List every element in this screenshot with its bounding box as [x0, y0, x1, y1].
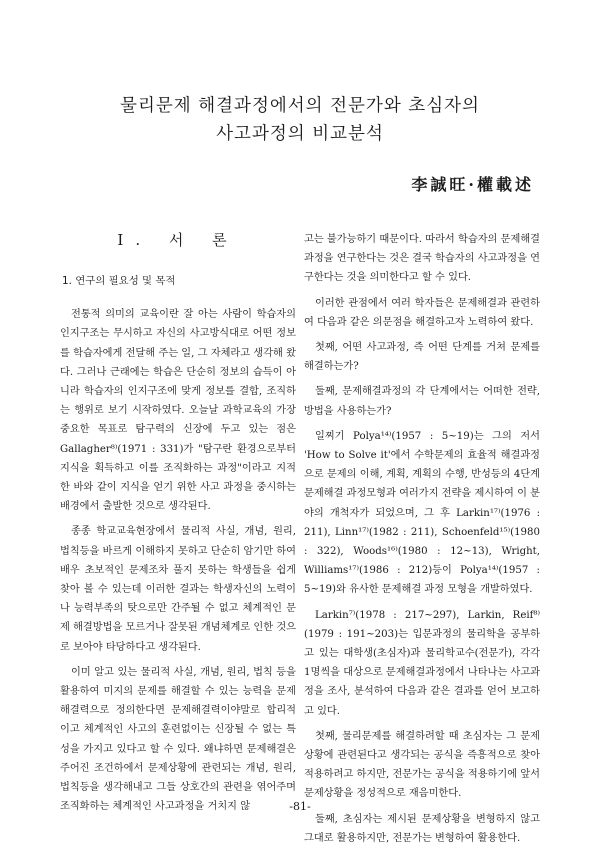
paragraph: 첫째, 물리문제를 해결하려할 때 초심자는 그 문제상황에 관련된다고 생각되는 공식을 즉흥적으로 찾아 적용하려고 하지만, 전문가는 공식을 적용하기에 앞서 문제상황을 정성적으로 재음미한다. — [304, 730, 540, 800]
paragraph: 일찌기 Polya¹⁴⁾(1957 : 5~19)는 그의 저서 'How to Solve it'에서 수학문제의 효율적 해결과정으로 문제의 이해, 계획, 계획의 수행, 반성등의 4단계 문제해결 과정모형과 여러가지 전략을 제시하여 이 분야의 개척자가 되었으며, 그 후 Larkin¹⁷⁾(1976 : 211), Linn¹⁷⁾(1982 : 211), Schoenfeld¹⁵⁾(1980 : 322), Woods¹⁶⁾(1980 : 12~13), Wright, Williams¹⁷⁾(1986 : 212)등이 Polya¹⁴⁾(1957 : 5~19)와 유사한 문제해결 과정 모형을 개발하였다. — [304, 430, 540, 596]
title-line-1: 물리문제 해결과정에서의 전문가와 초심자의 — [120, 96, 480, 116]
left-column — [60, 230, 296, 822]
authors: 李誠旺·權載述 — [411, 175, 534, 194]
paragraph: Larkin⁷⁾(1978 : 217~297), Larkin, Reif⁸⁾(1979 : 191~203)는 입문과정의 물리학을 공부하고 있는 대학생(초심자)과 물리학교수(전문가), 각각 1명씩을 대상으로 문제해결과정에서 나타나는 사고과정을 조사, 분석하여 다음과 같은 결과를 얻어 보고하고 있다. — [304, 609, 540, 717]
paragraph: 이러한 관점에서 여러 학자들은 문제해결과 관련하여 다음과 같은 의문점을 해결하고자 노력하여 왔다. — [304, 297, 540, 328]
paragraph: 둘째, 초심자는 제시된 문제상황을 변형하지 않고 그대로 활용하지만, 전문가는 변형하여 활용한다. — [304, 813, 540, 844]
section-heading: I. 서 론 — [117, 231, 239, 249]
paper-title — [0, 92, 600, 148]
paragraph: 이미 알고 있는 물리적 사실, 개념, 원리, 법칙 등을 활용하여 미지의 문제를 해결할 수 있는 능력을 문제해결력으로 정의한다면 문제해결력이야말로 합리적이고 체계적인 사고의 훈련없이는 신장될 수 없는 특성을 가지고 있다고 할 수 있다. 왜냐하면 문제해결은 주어진 조건하에서 문제상황에 관련되는 개념, 원리, 법칙등을 생각해내고 그들 상호간의 관련을 엮어주며 조직화하는 체계적인 사고과정을 거치지 않 — [60, 666, 296, 813]
right-column — [304, 230, 540, 854]
paragraph: 종종 학교교육현장에서 물리적 사실, 개념, 원리, 법칙등을 바르게 이해하지 못하고 단순히 암기만 하여 배우 초보적인 문제조차 풀지 못하는 학생들을 쉽게 찾아 볼 수 있는데 이러한 결과는 학생자신의 노력이나 능력부족의 탓으로만 간주될 수 없고 체계적인 문제 해결방법을 모르거나 잘못된 개념체계로 인한 것으로 보아야 타당하다고 생각된다. — [60, 526, 296, 653]
paragraph: 전통적 의미의 교육이란 잘 아는 사람이 학습자의 인지구조는 무시하고 자신의 사고방식대로 어떤 정보를 학습자에게 전달해 주는 일, 그 자체라고 생각해 왔다. 그러나 근래에는 학습은 단순히 정보의 습득이 아니라 학습자의 인지구조에 맞게 정보를 결합, 조직하는 행위로 보기 시작하였다. 오늘날 과학교육의 가장 중요한 목표로 탐구력의 신장에 두고 있는 점은 Gallagher⁸⁾(1971 : 331)가 "탐구란 환경으로부터 지식을 획득하고 이를 조직화하는 과정"이라고 지적한 바와 같이 지식을 얻기 위한 사고 과정을 중시하는 배경에서 출발한 것으로 생각된다. — [60, 309, 296, 513]
paragraph: 고는 불가능하기 때문이다. 따라서 학습자의 문제해결과정을 연구한다는 것은 결국 학습자의 사고과정을 연구한다는 것을 의미한다고 할 수 있다. — [304, 234, 540, 284]
subsection-heading: 1. 연구의 필요성 및 목적 — [62, 275, 176, 287]
paragraph: 첫째, 어떤 사고과정, 즉 어떤 단계를 거쳐 문제를 해결하는가? — [304, 342, 540, 373]
page-number: -81- — [289, 800, 311, 813]
paragraph: 둘째, 문제해결과정의 각 단계에서는 어떠한 전략, 방법을 사용하는가? — [304, 386, 540, 417]
title-line-2: 사고과정의 비교분석 — [216, 124, 384, 144]
